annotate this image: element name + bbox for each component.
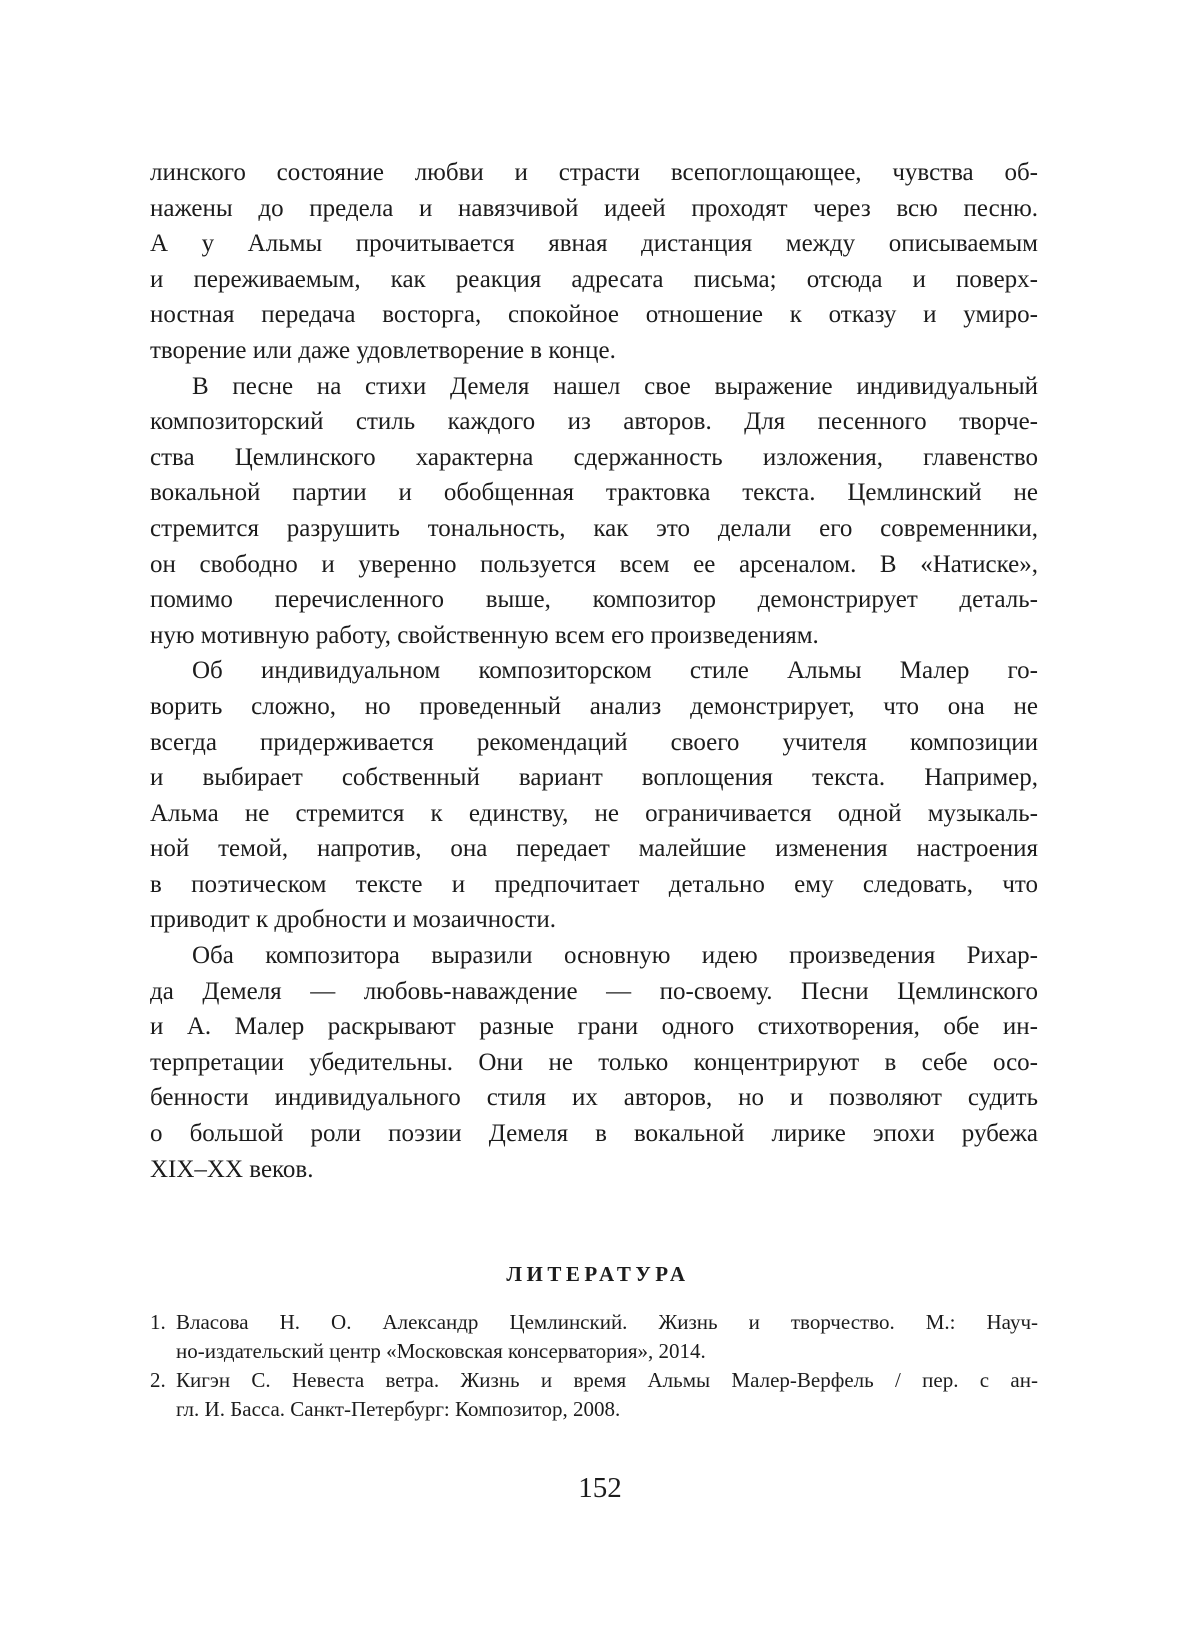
text-line: В песне на стихи Демеля нашел свое выражение индивидуальный bbox=[192, 372, 1038, 400]
text-line: терпретации убедительны. Они не только концентрируют в себе осо- bbox=[150, 1048, 1038, 1076]
text-line: гл. И. Басса. Санкт-Петербург: Композитор, 2008. bbox=[176, 1397, 621, 1421]
text-line: и А. Малер раскрывают разные грани одного стихотворения, обе ин- bbox=[150, 1013, 1038, 1041]
page-number: 152 bbox=[578, 1472, 622, 1504]
text-line: и переживаемым, как реакция адресата письма; отсюда и поверх- bbox=[150, 265, 1038, 293]
text-line: А у Альмы прочитывается явная дистанция между описываемым bbox=[150, 230, 1038, 258]
text-line: о большой роли поэзии Демеля в вокальной лирике эпохи рубежа bbox=[150, 1120, 1038, 1148]
text-line: помимо перечисленного выше, композитор демонстрирует деталь- bbox=[150, 586, 1038, 614]
text-line: да Демеля — любовь-наваждение — по-своему. Песни Цемлинского bbox=[150, 977, 1038, 1005]
text-line: приводит к дробности и мозаичности. bbox=[150, 906, 556, 934]
text-line: и выбирает собственный вариант воплощения текста. Например, bbox=[150, 764, 1038, 792]
text-line: Кигэн С. Невеста ветра. Жизнь и время Альмы Малер-Верфель / пер. с ан- bbox=[176, 1368, 1038, 1392]
text-line: XIX–XX веков. bbox=[150, 1155, 314, 1183]
paragraph bbox=[150, 938, 1038, 1187]
text-line: композиторский стиль каждого из авторов. Для песенного творче- bbox=[150, 408, 1038, 436]
text-line: в поэтическом тексте и предпочитает детально ему следовать, что bbox=[150, 870, 1038, 898]
paragraph bbox=[150, 155, 1038, 369]
reference-number: 2. bbox=[150, 1368, 166, 1392]
text-line: ную мотивную работу, свойственную всем его произведениям. bbox=[150, 621, 819, 649]
paragraph bbox=[150, 653, 1038, 938]
text-line: ностная передача восторга, спокойное отношение к отказу и умиро- bbox=[150, 301, 1038, 329]
body-text bbox=[150, 155, 1038, 1187]
text-line: всегда придерживается рекомендаций своего учителя композиции bbox=[150, 728, 1038, 756]
reference-list bbox=[150, 1308, 1038, 1424]
reference-number: 1. bbox=[150, 1310, 166, 1334]
text-line: Оба композитора выразили основную идею произведения Рихар- bbox=[192, 942, 1038, 970]
text-line: нажены до предела и навязчивой идеей проходят через всю песню. bbox=[150, 194, 1038, 222]
text-line: ворить сложно, но проведенный анализ демонстрирует, что она не bbox=[150, 692, 1038, 720]
text-line: линского состояние любви и страсти всепоглощающее, чувства об- bbox=[150, 159, 1038, 186]
text-line: творение или даже удовлетворение в конце. bbox=[150, 336, 616, 364]
text-line: бенности индивидуального стиля их авторов, но и позволяют судить bbox=[150, 1084, 1038, 1112]
reference-item bbox=[150, 1308, 1038, 1366]
text-line: но-издательский центр «Московская консерватория», 2014. bbox=[176, 1339, 706, 1363]
reference-item bbox=[150, 1366, 1038, 1424]
text-line: вокальной партии и обобщенная трактовка текста. Цемлинский не bbox=[150, 479, 1038, 507]
text-line: Альма не стремится к единству, не ограничивается одной музыкаль- bbox=[150, 799, 1038, 827]
text-line: Об индивидуальном композиторском стиле Альмы Малер го- bbox=[192, 657, 1038, 685]
text-line: он свободно и уверенно пользуется всем ее арсеналом. В «Натиске», bbox=[150, 550, 1038, 578]
text-line: ства Цемлинского характерна сдержанность изложения, главенство bbox=[150, 443, 1038, 471]
text-line: стремится разрушить тональность, как это делали его современники, bbox=[150, 514, 1038, 542]
paragraph bbox=[150, 369, 1038, 654]
bibliography-heading: ЛИТЕРАТУРА bbox=[506, 1262, 690, 1286]
text-line: Власова Н. О. Александр Цемлинский. Жизнь и творчество. М.: Науч- bbox=[176, 1310, 1038, 1334]
text-line: ной темой, напротив, она передает малейшие изменения настроения bbox=[150, 835, 1038, 863]
